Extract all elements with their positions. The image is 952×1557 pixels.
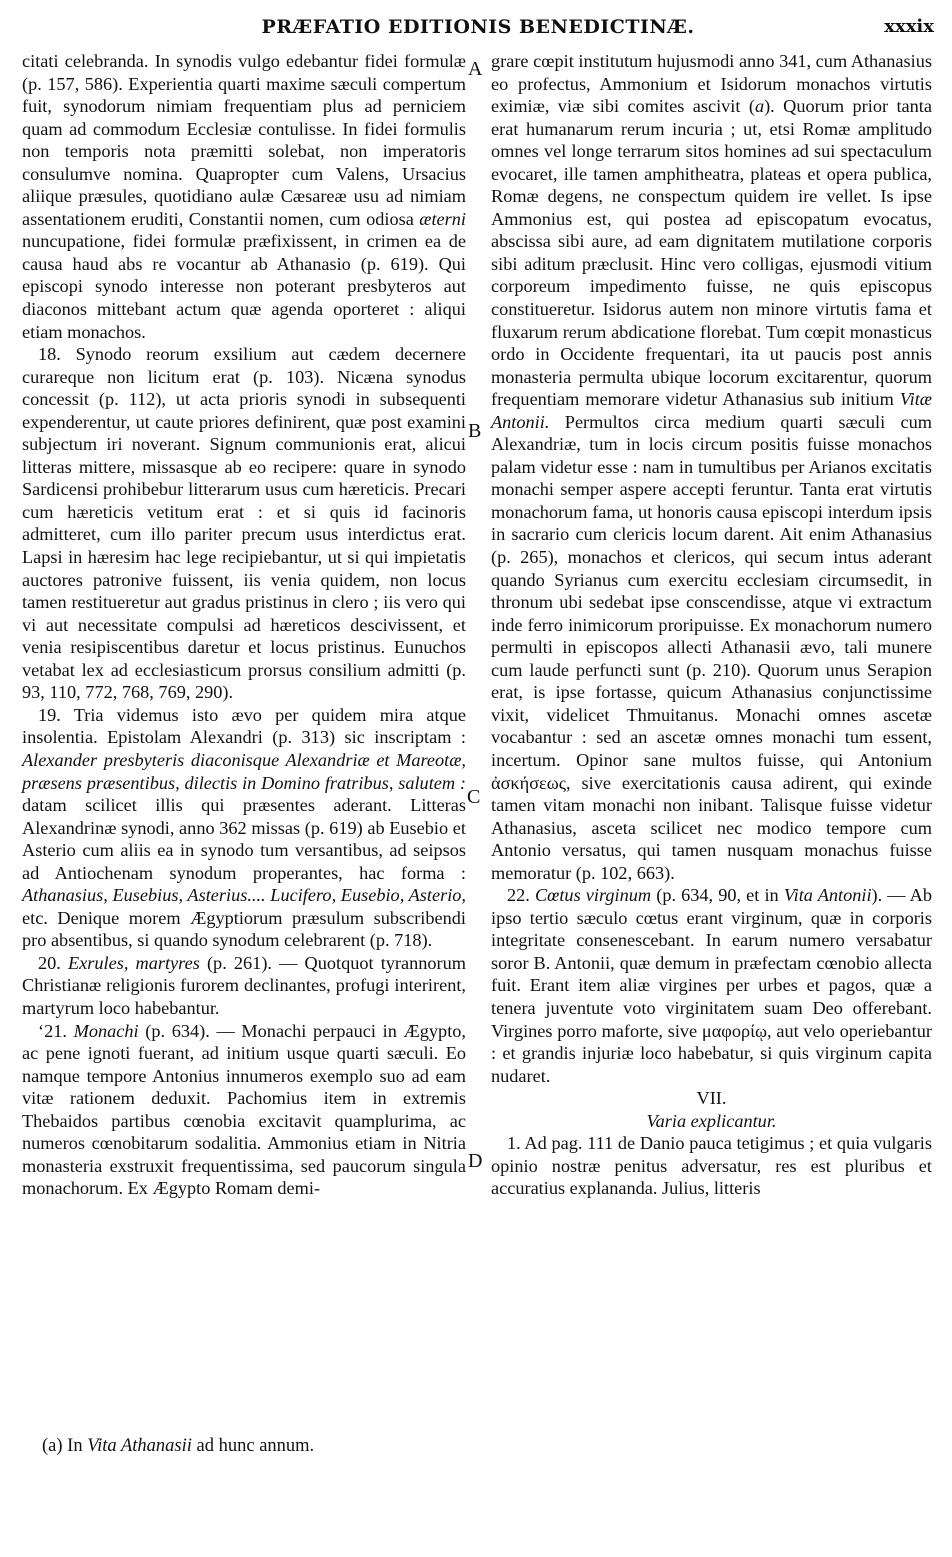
- paragraph-20: 20. Exrules, martyres (p. 261). — Quotquot tyrannorum Christianæ religionis furorem declinantes, profugi interirent, martyrum loco habebantur.: [22, 952, 466, 1018]
- footnote-mark: (a): [42, 1436, 63, 1456]
- right-column: [491, 50, 932, 1200]
- paragraph-18: 18. Synodo reorum exsilium aut cædem decernere curareque non licitum erat (p. 103). Nicæna synodus concessit (p. 112), ut acta prioris synodi in subsequenti expenderentur, ut caute priores definirent, quæ post examini subjectum iri noverant. Signum communionis erat, alicui litteras mittere, missasque ab eo recipere: quare in synodo Sardicensi prohibebur litterarum usus cum hæreticis. Precari cum hæreticis vetitum erat : et si quis id facinoris admitteret, cum illo pariter precum usus interdictus erat. Lapsi in hæresim hac lege recipiebantur, ut si qui impietatis auctores patronive fuissent, iis venia quidem, non locus tamen restitueretur aut gradus pristinus in clero ; iis vero qui vi aut necessitate compulsi ad hæreticos descivissent, et venia resipiscentibus daretur et locus pristinus. Eunuchos vetabat lex ad ecclesiasticum prorsus consilium admitti (p. 93, 110, 772, 768, 769, 290).: [22, 344, 466, 703]
- left-column: [22, 50, 466, 1200]
- page-number: xxxix: [884, 16, 934, 37]
- paragraph-continuation: citati celebranda. In synodis vulgo edebantur fidei formulæ (p. 157, 586). Experientia quarti maxime sæculi compertum fuit, synodorum nimiam frequentiam plus ad perniciem quam ad commodum Ecclesiæ contulisse. In fidei formulis non temporis nota præmitti solebat, non imperatoris consulumve nomina. Quapropter cum Valens, Ursacius aliique præsules, quotidiano aulæ Cæsareæ usu ad nimiam assentationem eruditi, Constantii nomen, cum odiosa æterni nuncupatione, fidei formulæ præfixissent, in crimen ea de causa haud abs re vocantur ab Athanasio (p. 619). Qui episcopi synodo interesse non poterant presbyteros aut diaconos mittebant actum quæ agenda oporteret : aliqui etiam monachos.: [22, 51, 466, 342]
- paragraph-21: ‘21. Monachi (p. 634). — Monachi perpauci in Ægypto, ac pene ignoti fuerant, ad initium usque quarti sæculi. Eo namque tempore Antonius innumeros exemplo suo ad eam vitæ rationem deduxit. Pachomius item in extremis Thebaidos partibus cœnobia excitavit quamplurima, ac numeros cœnobitarum sodalitia. Ammonius etiam in Nitria monasteria exstruxit frequentissima, sed paucorum singula monachorum. Ex Ægypto Romam demi-: [22, 1020, 466, 1199]
- paragraph-19: 19. Tria videmus isto ævo per quidem mira atque insolentia. Epistolam Alexandri (p. 313) sic inscriptam : Alexander presbyteris diaconisque Alexandriæ et Mareotæ, præsens præsentibus, dilectis in Domino fratribus, salutem : datam scilicet illis qui præsentes aderant. Litteras Alexandrinæ synodi, anno 362 missas (p. 619) ab Eusebio et Asterio cum aliis ea in synodo tum versantibus, ad seipsos ad Antiochenam synodum properantes, hac forma : Athanasius, Eusebius, Asterius.... Lucifero, Eusebio, Asterio, etc. Denique morem Ægyptiorum præsulum subscribendi pro absentibus, si quando synodum celebrarent (p. 718).: [22, 704, 466, 951]
- paragraph-22: 22. Cœtus virginum (p. 634, 90, et in Vita Antonii). — Ab ipso tertio sæculo cœtus erant virginum, quæ in corporis integritate consenescebant. In earum numero versabatur soror B. Antonii, quæ demum in præfectam cœnobio allecta fuit. Erant item aliæ virgines per urbes et pagos, quæ a tenera juventute voto virginitatem suam Deo offerebant. Virgines porro maforte, sive μαφορίῳ, aut velo operiebantur : et grandis injuriæ loco habebatur, si quis virginum capita nudaret.: [491, 885, 933, 1086]
- running-header: [22, 14, 934, 44]
- footnote: (a) In Vita Athanasii ad hunc annum.: [42, 1436, 315, 1456]
- margin-marker-c: C: [467, 786, 481, 808]
- running-title: PRÆFATIO EDITIONIS BENEDICTINÆ.: [261, 16, 695, 38]
- section-title: Varia explicantur.: [646, 1110, 777, 1131]
- margin-marker-b: B: [468, 420, 482, 442]
- section-number: VII.: [696, 1088, 727, 1109]
- margin-marker-d: D: [468, 1150, 483, 1172]
- margin-marker-a: A: [468, 58, 483, 80]
- paragraph-21-continuation: grare cœpit institutum hujusmodi anno 341, cum Athanasius eo profectus, Ammonium et Isidorum monachos virtutis eximiæ, viæ sibi comites ascivit (a). Quorum prior tanta erat humanarum rerum incuria ; ut, etsi Romæ amplitudo omnes vel longe terrarum sitos homines ad sui spectaculum evocaret, ille tamen amphitheatra, plateas et opera publica, Romæ degens, ne conspectum quidem ire vellet. Is ipse Ammonius est, qui postea ad episcopatum evocatus, abscissa sibi aure, ad eam dignitatem mutilatione corporis sibi aditum præclusit. Hinc vero colligas, ejusmodi vitium corporeum impedimento fuisse, ne quis episcopus constitueretur. Isidorus autem non minore virtutis fama et fluxarum rerum abdicatione florebat. Tum cœpit monasticus ordo in Occidente frequentari, ita ut paucis post annis monasteria permulta ubique locorum excitarentur, quorum frequentiam memorare videtur Athanasius sub initium Vitæ Antonii. Permultos circa medium quarti sæculi cum Alexandriæ, tum in locis circum positis fuisse monachos palam videtur esse : nam in tumultibus per Arianos excitatis monachi semper aspere accepti feruntur. Tanta erat virtutis monachorum fama, ut honoris causa episcopi interdum ipsis in sacrario cum clericis locum darent. Ait enim Athanasius (p. 265), monachos et clericos, qui secum intus aderant quando Syrianus cum exercitu ecclesiam circumsedit, in thronum ubi sedebat ipse conscendisse, atque vi extractum inde ferro inimicorum proripuisse. Ex monachorum numero permulti in episcopos allecti Athanasii ævo, tali munere cum laude perfuncti sunt (p. 210). Quorum unus Serapion erat, is ipse fortasse, quicum Athanasius conjunctissime vixit, videlicet Thmuitanus. Monachi omnes ascetæ vocabantur : sed an ascetæ omnes monachi tum essent, incertum. Opinor sane multos fuisse, qui Antonium ἀσκήσεως, sive exercitationis causa adirent, qui exinde tamen vitam monachi non inibant. Talisque fuisse videtur Athanasius, asceta scilicet nec modico tempore cum Antonio versatus, qui tamen nusquam monachus fuisse memoratur (p. 102, 663).: [491, 51, 932, 883]
- paragraph-vii-1: 1. Ad pag. 111 de Danio pauca tetigimus ; et quia vulgaris opinio nostræ penitus adversatur, res est pluribus et accuratius explananda. Julius, litteris: [491, 1133, 932, 1199]
